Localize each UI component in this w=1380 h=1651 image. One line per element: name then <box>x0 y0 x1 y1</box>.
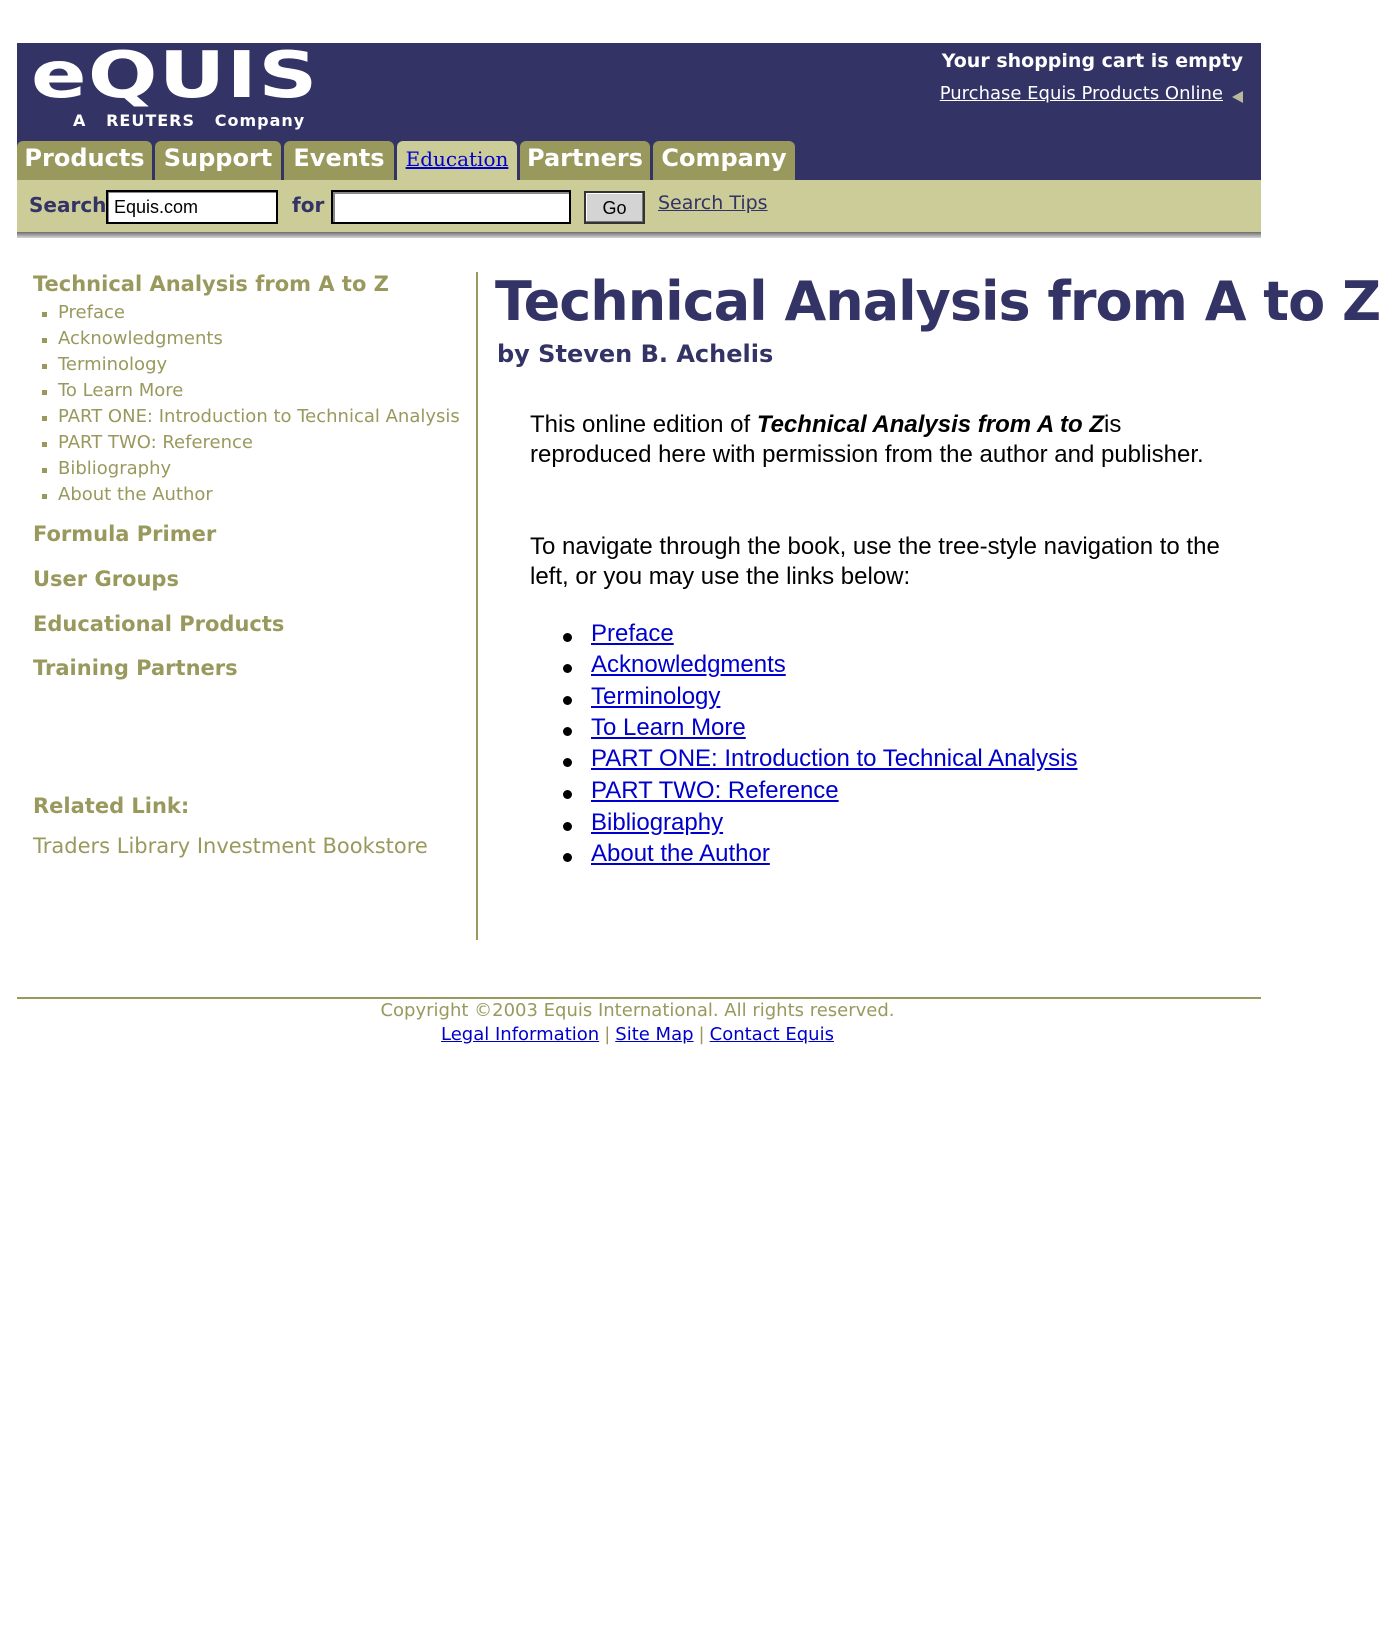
sidebar-item-label: To Learn More <box>58 380 184 401</box>
logo-wordmark: eQUIS <box>31 39 319 113</box>
intro-paragraph <box>530 410 1230 470</box>
bullet-icon <box>563 790 572 799</box>
footer-links <box>0 1024 1275 1045</box>
tab-events[interactable]: Events <box>284 141 394 180</box>
bullet-icon <box>42 494 47 499</box>
bullet-icon <box>563 822 572 831</box>
link-to-learn-more[interactable]: To Learn More <box>591 714 746 741</box>
link-terminology[interactable]: Terminology <box>591 683 721 710</box>
equis-logo[interactable] <box>31 39 321 130</box>
cart-status: Your shopping cart is empty <box>941 50 1243 72</box>
tab-support[interactable]: Support <box>155 141 281 180</box>
bullet-icon <box>563 696 572 705</box>
purchase-products-link[interactable]: Purchase Equis Products Online <box>939 83 1223 104</box>
sidebar-training-partners[interactable]: Training Partners <box>33 656 238 680</box>
site-map-link[interactable]: Site Map <box>615 1024 694 1045</box>
legal-information-link[interactable]: Legal Information <box>441 1024 600 1045</box>
tab-products[interactable]: Products <box>17 141 152 180</box>
go-button[interactable]: Go <box>584 191 645 224</box>
sidebar-item-label: PART ONE: Introduction to Technical Analysis <box>58 406 460 427</box>
sidebar-item-label: Terminology <box>58 354 168 375</box>
contact-equis-link[interactable]: Contact Equis <box>709 1024 834 1045</box>
page-title: Technical Analysis from A to Z <box>495 270 1380 333</box>
bullet-icon <box>42 364 47 369</box>
sidebar-item-label: Acknowledgments <box>58 328 223 349</box>
arrow-left-icon <box>1232 91 1243 103</box>
sidebar-formula-primer[interactable]: Formula Primer <box>33 522 217 546</box>
bullet-icon <box>42 338 47 343</box>
search-input[interactable] <box>331 190 571 224</box>
footer-separator: | <box>698 1024 705 1045</box>
sidebar-user-groups[interactable]: User Groups <box>33 567 179 591</box>
copyright-text: Copyright ©2003 Equis International. All rights reserved. <box>380 1000 895 1021</box>
bullet-icon <box>563 727 572 736</box>
link-part-one[interactable]: PART ONE: Introduction to Technical Analysis <box>591 745 1078 772</box>
link-preface[interactable]: Preface <box>591 620 674 647</box>
page-author: by Steven B. Achelis <box>497 340 774 368</box>
search-bar <box>17 180 1261 232</box>
bullet-icon <box>42 416 47 421</box>
footer-separator: | <box>604 1024 611 1045</box>
intro-suffix: is reproduced here with permission from the author and publisher. <box>530 411 1204 468</box>
bullet-icon <box>42 312 47 317</box>
sidebar-item-label: Preface <box>58 302 125 323</box>
bullet-icon <box>563 758 572 767</box>
sidebar-item-label: PART TWO: Reference <box>58 432 254 453</box>
related-link-label: Related Link: <box>33 794 190 818</box>
sidebar-item-label: Bibliography <box>58 458 172 479</box>
sidebar-item-label: About the Author <box>58 484 213 505</box>
intro-book-title: Technical Analysis from A to Z <box>756 411 1104 438</box>
logo-tagline: A REUTERS Company <box>73 111 306 130</box>
related-link[interactable]: Traders Library Investment Bookstore <box>33 834 428 858</box>
bullet-icon <box>563 633 572 642</box>
tab-company[interactable]: Company <box>653 141 795 180</box>
search-tips-link[interactable]: Search Tips <box>658 192 768 214</box>
bullet-icon <box>563 853 572 862</box>
sidebar-educational-products[interactable]: Educational Products <box>33 612 285 636</box>
link-part-two[interactable]: PART TWO: Reference <box>591 777 839 804</box>
tab-education[interactable]: Education <box>397 141 517 180</box>
column-divider <box>476 272 478 940</box>
bullet-icon <box>42 442 47 447</box>
footer-divider <box>17 997 1261 999</box>
link-bibliography[interactable]: Bibliography <box>591 809 724 836</box>
link-about-author[interactable]: About the Author <box>591 840 770 867</box>
tab-partners[interactable]: Partners <box>520 141 650 180</box>
bullet-icon <box>563 664 572 673</box>
bullet-icon <box>42 390 47 395</box>
intro-prefix: This online edition of <box>530 411 757 438</box>
bullet-icon <box>42 468 47 473</box>
search-label: Search <box>29 193 107 217</box>
link-acknowledgments[interactable]: Acknowledgments <box>591 651 786 678</box>
sidebar-book-title[interactable]: Technical Analysis from A to Z <box>33 272 389 296</box>
search-scope-select[interactable]: Equis.com <box>106 190 278 224</box>
for-label: for <box>292 193 325 217</box>
searchbar-shadow <box>17 232 1261 238</box>
site-header <box>17 39 1261 180</box>
navigation-paragraph: To navigate through the book, use the tree-style navigation to the left, or you may use the links below: <box>530 533 1220 590</box>
